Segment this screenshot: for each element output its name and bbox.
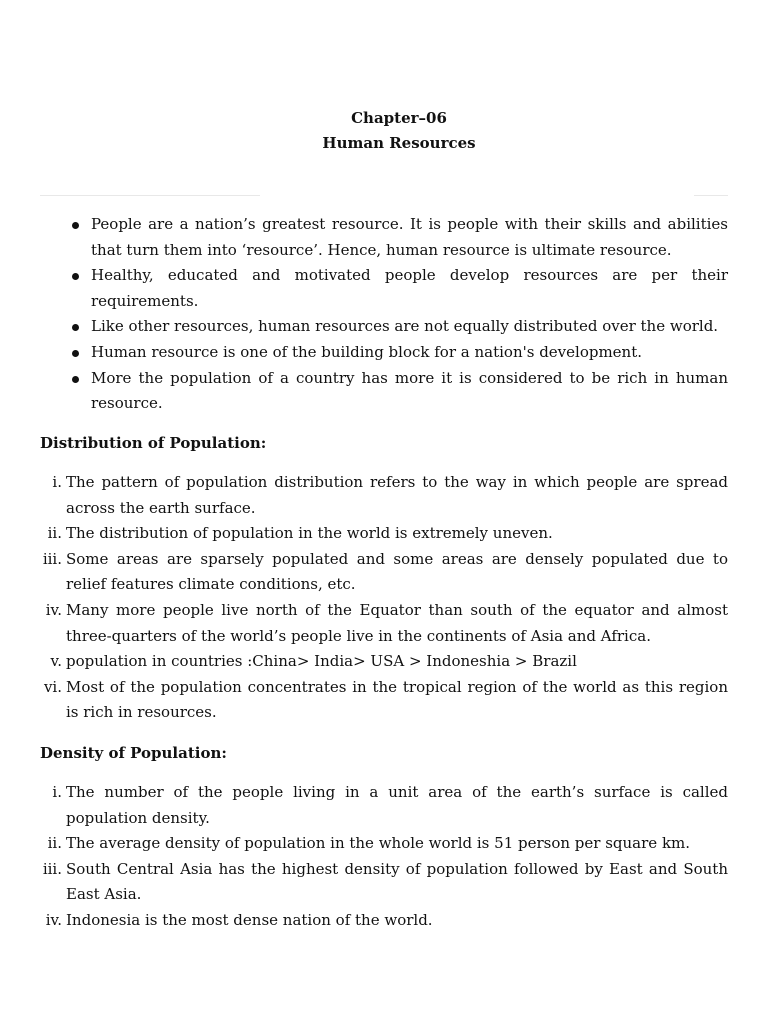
bullet-text: Human resource is one of the building block for a nation's development. xyxy=(91,342,643,361)
item-number: ii. xyxy=(47,524,62,543)
item-number: iv. xyxy=(45,600,62,619)
item-number: iv. xyxy=(45,910,62,929)
list-item xyxy=(40,857,728,908)
bullet-item xyxy=(40,263,728,314)
item-text: The pattern of population distribution refers to the way in which people are spread across the earth surface. xyxy=(66,473,728,517)
item-number: iii. xyxy=(42,859,62,878)
bullet-dot-icon xyxy=(72,376,79,383)
intro-bullet-list xyxy=(40,212,728,417)
bullet-text: Healthy, educated and motivated people develop resources are per their requirements. xyxy=(91,266,728,310)
list-item xyxy=(40,675,728,726)
item-number: v. xyxy=(50,652,62,671)
item-number: i. xyxy=(52,783,62,801)
item-text: Most of the population concentrates in the tropical region of the world as this region is rich in resources. xyxy=(66,677,728,722)
bullet-item xyxy=(40,366,728,417)
list-item xyxy=(40,470,728,521)
item-text: Indonesia is the most dense nation of the world. xyxy=(66,910,433,929)
divider-left xyxy=(40,195,260,196)
list-item xyxy=(40,908,728,934)
bullet-text: More the population of a country has more it is considered to be rich in human resource. xyxy=(91,368,728,413)
item-text: Many more people live north of the Equator than south of the equator and almost three-quarters of the world’s people live in the continents of Asia and Africa. xyxy=(66,600,728,645)
section-heading-density: Density of Population: xyxy=(40,744,227,762)
item-number: ii. xyxy=(47,834,62,853)
bullet-dot-icon xyxy=(72,222,79,229)
density-list xyxy=(40,780,728,934)
item-text: The number of the people living in a unit area of the earth’s surface is called population density. xyxy=(66,783,728,827)
item-number: i. xyxy=(52,473,62,491)
list-item xyxy=(40,649,728,675)
list-item xyxy=(40,831,728,857)
bullet-item xyxy=(40,314,728,340)
section-heading-distribution: Distribution of Population: xyxy=(40,434,267,452)
distribution-list xyxy=(40,470,728,726)
chapter-label: Chapter–06 xyxy=(351,109,447,127)
bullet-item xyxy=(40,212,728,263)
item-text: population in countries :China> India> USA > Indoneshia > Brazil xyxy=(66,652,577,671)
item-text: South Central Asia has the highest density of population followed by East and South East Asia. xyxy=(66,859,728,904)
item-text: The average density of population in the whole world is 51 person per square km. xyxy=(66,834,691,853)
list-item xyxy=(40,521,728,547)
bullet-dot-icon xyxy=(72,273,79,280)
list-item xyxy=(40,780,728,831)
bullet-text: People are a nation’s greatest resource. It is people with their skills and abilities that turn them into ‘resource’. Hence, human resource is ultimate resource. xyxy=(91,215,728,259)
bullet-item xyxy=(40,340,728,366)
divider-right xyxy=(694,195,728,196)
bullet-text: Like other resources, human resources are not equally distributed over the world. xyxy=(91,317,719,336)
bullet-dot-icon xyxy=(72,324,79,331)
item-text: Some areas are sparsely populated and some areas are densely populated due to relief features climate conditions, etc. xyxy=(66,549,728,594)
list-item xyxy=(40,547,728,598)
item-number: vi. xyxy=(43,677,62,696)
list-item xyxy=(40,598,728,649)
item-text: The distribution of population in the world is extremely uneven. xyxy=(66,524,553,543)
bullet-dot-icon xyxy=(72,350,79,357)
page-title: Human Resources xyxy=(322,134,476,152)
item-number: iii. xyxy=(42,549,62,568)
title-block xyxy=(0,106,768,156)
